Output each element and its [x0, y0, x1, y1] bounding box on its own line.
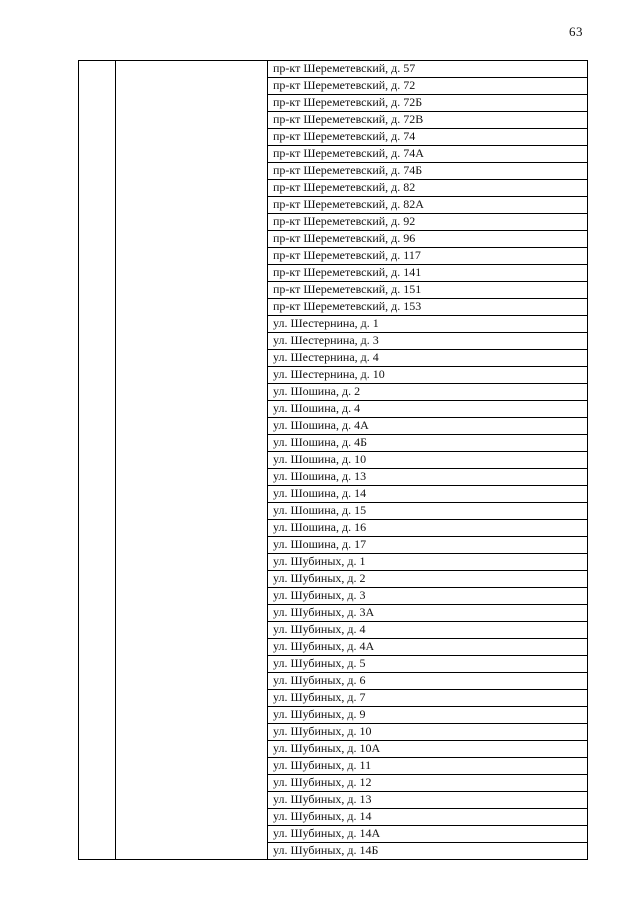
- address-cell: пр-кт Шереметевский, д. 153: [268, 299, 588, 316]
- address-cell: ул. Шубиных, д. 4А: [268, 639, 588, 656]
- table-row: [79, 61, 588, 78]
- address-cell: пр-кт Шереметевский, д. 96: [268, 231, 588, 248]
- address-cell: ул. Шубиных, д. 3А: [268, 605, 588, 622]
- address-cell: ул. Шошина, д. 2: [268, 384, 588, 401]
- empty-cell-col2: [116, 61, 268, 860]
- address-cell: ул. Шубиных, д. 9: [268, 707, 588, 724]
- address-cell: ул. Шубиных, д. 14А: [268, 826, 588, 843]
- address-cell: пр-кт Шереметевский, д. 92: [268, 214, 588, 231]
- address-cell: пр-кт Шереметевский, д. 141: [268, 265, 588, 282]
- address-cell: пр-кт Шереметевский, д. 117: [268, 248, 588, 265]
- address-cell: пр-кт Шереметевский, д. 82: [268, 180, 588, 197]
- address-cell: пр-кт Шереметевский, д. 82А: [268, 197, 588, 214]
- address-cell: ул. Шубиных, д. 2: [268, 571, 588, 588]
- address-cell: ул. Шошина, д. 4А: [268, 418, 588, 435]
- address-cell: ул. Шубиных, д. 12: [268, 775, 588, 792]
- address-cell: ул. Шошина, д. 10: [268, 452, 588, 469]
- empty-cell-col1: [79, 61, 116, 860]
- address-cell: пр-кт Шереметевский, д. 74А: [268, 146, 588, 163]
- address-cell: ул. Шошина, д. 4: [268, 401, 588, 418]
- address-cell: ул. Шошина, д. 16: [268, 520, 588, 537]
- address-cell: ул. Шубиных, д. 7: [268, 690, 588, 707]
- address-cell: пр-кт Шереметевский, д. 74Б: [268, 163, 588, 180]
- address-cell: ул. Шестернина, д. 4: [268, 350, 588, 367]
- address-cell: ул. Шубиных, д. 14: [268, 809, 588, 826]
- address-cell: ул. Шошина, д. 4Б: [268, 435, 588, 452]
- address-cell: ул. Шошина, д. 17: [268, 537, 588, 554]
- address-table-body: [79, 61, 588, 860]
- address-cell: ул. Шубиных, д. 1: [268, 554, 588, 571]
- address-cell: ул. Шубиных, д. 11: [268, 758, 588, 775]
- address-cell: пр-кт Шереметевский, д. 72В: [268, 112, 588, 129]
- address-cell: ул. Шубиных, д. 3: [268, 588, 588, 605]
- address-cell: ул. Шестернина, д. 3: [268, 333, 588, 350]
- address-cell: ул. Шубиных, д. 13: [268, 792, 588, 809]
- address-cell: ул. Шубиных, д. 10: [268, 724, 588, 741]
- address-cell: пр-кт Шереметевский, д. 151: [268, 282, 588, 299]
- address-cell: пр-кт Шереметевский, д. 57: [268, 61, 588, 78]
- page-number: 63: [569, 24, 583, 39]
- address-cell: ул. Шошина, д. 13: [268, 469, 588, 486]
- address-cell: ул. Шубиных, д. 14Б: [268, 843, 588, 860]
- address-cell: ул. Шестернина, д. 1: [268, 316, 588, 333]
- address-cell: пр-кт Шереметевский, д. 74: [268, 129, 588, 146]
- address-cell: ул. Шестернина, д. 10: [268, 367, 588, 384]
- address-cell: пр-кт Шереметевский, д. 72: [268, 78, 588, 95]
- address-cell: ул. Шошина, д. 14: [268, 486, 588, 503]
- address-cell: ул. Шубиных, д. 4: [268, 622, 588, 639]
- address-table: [78, 60, 588, 860]
- address-cell: ул. Шубиных, д. 10А: [268, 741, 588, 758]
- address-cell: ул. Шубиных, д. 6: [268, 673, 588, 690]
- address-cell: пр-кт Шереметевский, д. 72Б: [268, 95, 588, 112]
- address-cell: ул. Шубиных, д. 5: [268, 656, 588, 673]
- address-cell: ул. Шошина, д. 15: [268, 503, 588, 520]
